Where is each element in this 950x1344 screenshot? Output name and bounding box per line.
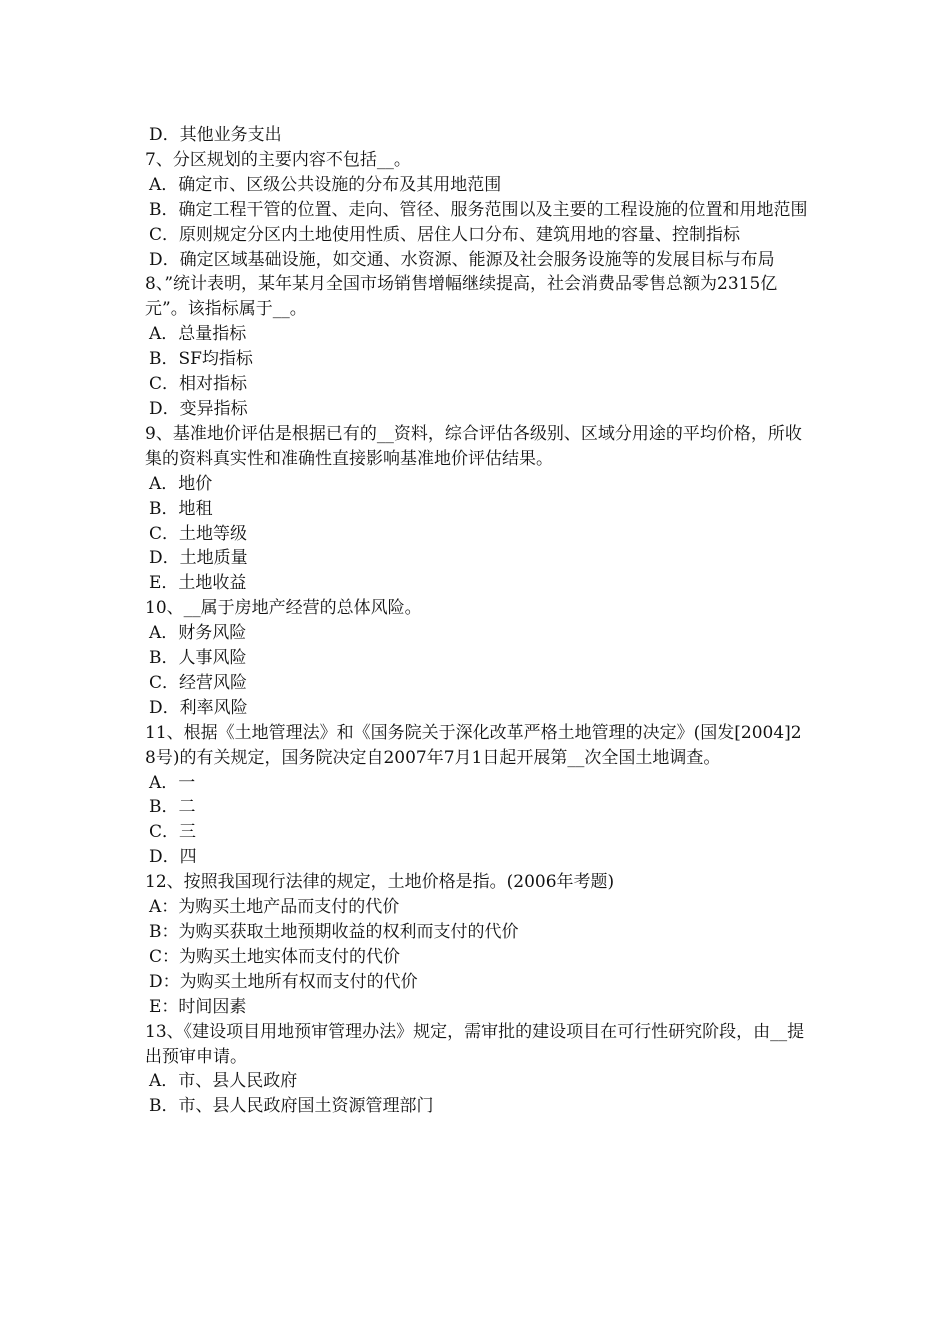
answer-option: C．原则规定分区内土地使用性质、居住人口分布、建筑用地的容量、控制指标 [149,224,741,245]
answer-option: A．确定市、区级公共设施的分布及其用地范围 [149,174,502,195]
answer-option: B：为购买获取土地预期收益的权利而支付的代价 [149,922,519,942]
answer-option: A．一 [149,772,196,793]
answer-option: A．市、县人民政府 [149,1071,298,1092]
answer-option: A．地价 [149,473,213,494]
question-text: 10、__属于房地产经营的总体风险。 [145,598,422,619]
answer-option: C．三 [149,822,197,843]
answer-option: D．变异指标 [149,398,248,419]
answer-option: D．其他业务支出 [149,125,282,145]
question-text: 11、根据《土地管理法》和《国务院关于深化改革严格土地管理的决定》(国发[2004]28号)的有关规定，国务院决定自2007年7月1日起开展第__次全国土地调查。 [145,722,802,768]
answer-option: E：时间因素 [149,996,247,1017]
answer-option: D：为购买土地所有权而支付的代价 [149,971,418,992]
answer-option: C．土地等级 [149,523,248,544]
answer-option: D．土地质量 [149,548,248,569]
answer-option: A：为购买土地产品而支付的代价 [149,897,400,918]
answer-option: C．相对指标 [149,374,248,395]
document-body [145,123,810,1119]
answer-option: D．确定区域基础设施，如交通、水资源、能源及社会服务设施等的发展目标与布局 [149,249,775,270]
answer-option: C．经营风险 [149,672,248,693]
answer-option: D．四 [149,847,197,868]
answer-option: B．市、县人民政府国土资源管理部门 [149,1096,434,1117]
question-text: 9、基准地价评估是根据已有的__资料，综合评估各级别、区域分用途的平均价格，所收集的资料真实性和准确性直接影响基准地价评估结果。 [145,423,802,469]
answer-option: D．利率风险 [149,697,248,718]
answer-option: A．财务风险 [149,623,247,644]
answer-option: E．土地收益 [149,573,247,594]
answer-option: C：为购买土地实体而支付的代价 [149,946,401,967]
question-text: 13、《建设项目用地预审管理办法》规定，需审批的建设项目在可行性研究阶段，由__提出预审申请。 [145,1021,805,1067]
answer-option: B．地租 [149,498,213,519]
answer-option: B．确定工程干管的位置、走向、管径、服务范围以及主要的工程设施的位置和用地范围 [149,199,808,220]
question-text: 12、按照我国现行法律的规定，土地价格是指。(2006年考题) [145,872,615,893]
answer-option: B．SF均指标 [149,349,253,370]
answer-option: B．二 [149,797,196,818]
answer-option: B．人事风险 [149,648,247,669]
question-text: 8、”统计表明，某年某月全国市场销售增幅继续提高，社会消费品零售总额为2315亿元”。该指标属于__。 [145,274,778,320]
answer-option: A．总量指标 [149,324,247,345]
question-text: 7、分区规划的主要内容不包括__。 [145,149,411,170]
